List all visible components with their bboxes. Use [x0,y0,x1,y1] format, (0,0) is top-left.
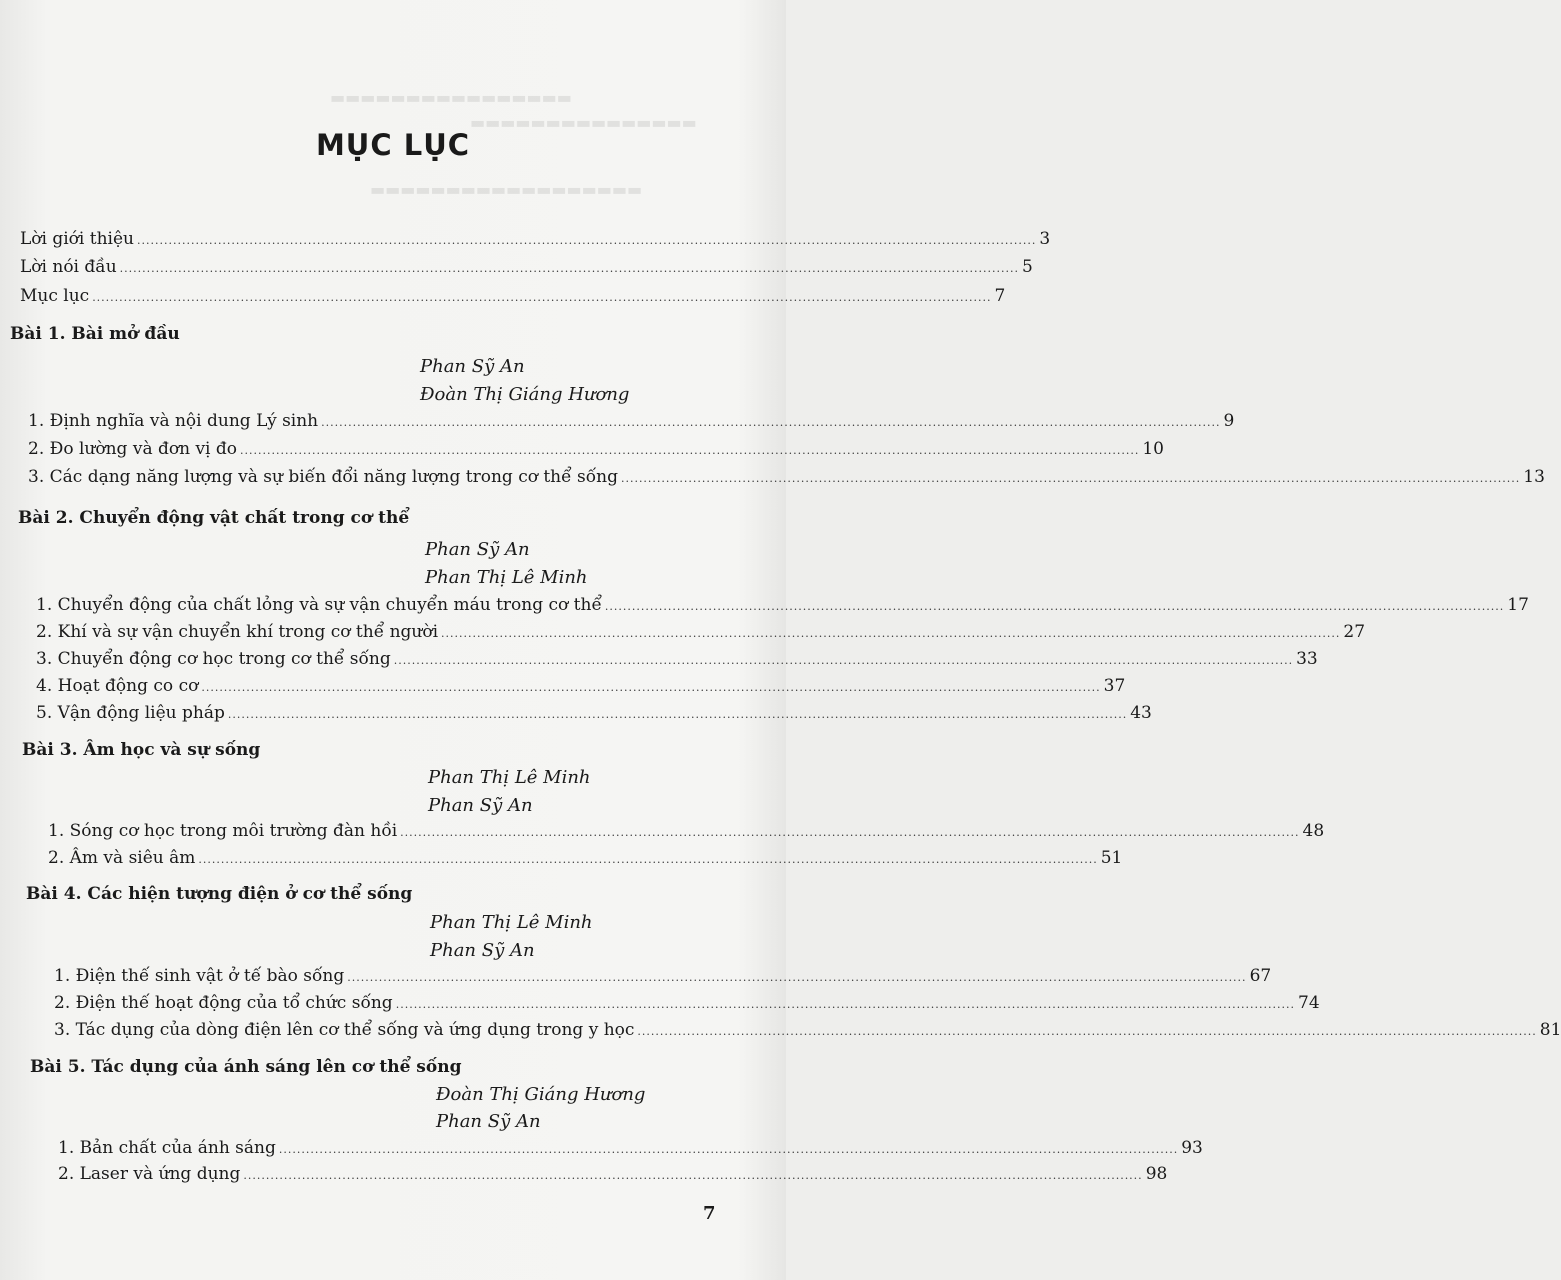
toc-entry[interactable] [20,257,1033,277]
toc-entry-label: 1. Chuyển động của chất lỏng và sự vận chuyển máu trong cơ thể [36,595,602,615]
toc-entry-page: 48 [1302,821,1325,841]
toc-entry-label: 2. Âm và siêu âm [48,848,196,868]
leader-dots: ........................................................................................................................................................................................................ [198,853,1098,866]
toc-entry-label: 3. Chuyển động cơ học trong cơ thể sống [36,649,391,669]
toc-entry-page: 37 [1103,676,1126,696]
chapter-author: Phan Sỹ An [428,795,533,816]
leader-dots: ........................................................................................................................................................................................................ [347,971,1247,984]
leader-dots: ........................................................................................................................................................................................................ [278,1143,1179,1156]
toc-entry-page: 33 [1296,649,1318,669]
bleed-through: ▬▬▬▬▬▬▬▬▬▬▬▬▬▬▬ [470,113,697,132]
page-title: MỤC LỤC [315,128,471,162]
chapter-heading: Bài 4. Các hiện tượng điện ở cơ thể sống [26,884,413,904]
leader-dots: ........................................................................................................................................................................................................ [637,1025,1537,1038]
toc-entry[interactable] [54,966,1272,986]
toc-entry-page: 9 [1223,411,1235,431]
toc-entry-label: 2. Laser và ứng dụng [58,1164,241,1184]
chapter-heading: Bài 2. Chuyển động vật chất trong cơ thể [18,508,410,528]
chapter-author: Phan Sỹ An [430,940,535,961]
toc-entry-page: 98 [1145,1164,1168,1184]
toc-entry-label: 2. Đo lường và đơn vị đo [28,439,238,459]
toc-entry[interactable] [48,848,1123,868]
toc-entry-page: 51 [1100,848,1123,868]
toc-entry-page: 13 [1523,467,1545,487]
toc-entry-label: 1. Định nghĩa và nội dung Lý sinh [28,411,319,431]
toc-entry-label: 1. Sóng cơ học trong môi trường đàn hồi [48,821,398,841]
toc-entry[interactable] [36,676,1126,696]
leader-dots: ........................................................................................................................................................................................................ [137,234,1037,247]
leader-dots: ........................................................................................................................................................................................................ [393,654,1294,667]
toc-entry[interactable] [20,229,1051,249]
chapter-author: Phan Sỹ An [425,539,530,560]
toc-entry-label: 1. Bản chất của ánh sáng [58,1138,276,1158]
toc-entry-label: 3. Các dạng năng lượng và sự biến đổi năng lượng trong cơ thể sống [28,467,618,487]
toc-entry-page: 5 [1021,257,1033,277]
toc-entry-label: 5. Vận động liệu pháp [36,703,225,723]
leader-dots: ........................................................................................................................................................................................................ [604,600,1505,613]
chapter-author: Phan Thị Lê Minh [425,567,588,588]
chapter-heading: Bài 1. Bài mở đầu [10,324,180,344]
leader-dots: ........................................................................................................................................................................................................ [620,472,1521,485]
toc-entry[interactable] [48,821,1325,841]
chapter-heading: Bài 3. Âm học và sự sống [22,740,261,760]
leader-dots: ........................................................................................................................................................................................................ [119,262,1019,275]
toc-entry-label: 4. Hoạt động co cơ [36,676,199,696]
toc-entry[interactable] [58,1164,1168,1184]
toc-entry-label: 2. Điện thế hoạt động của tổ chức sống [54,993,393,1013]
leader-dots: ........................................................................................................................................................................................................ [227,708,1128,721]
leader-dots: ........................................................................................................................................................................................................ [92,291,992,304]
leader-dots: ........................................................................................................................................................................................................ [395,998,1296,1011]
toc-entry[interactable] [36,649,1318,669]
toc-entry-page: 17 [1507,595,1529,615]
leader-dots: ........................................................................................................................................................................................................ [240,444,1140,457]
bleed-through: ▬▬▬▬▬▬▬▬▬▬▬▬▬▬▬▬▬▬ [370,180,643,199]
toc-entry[interactable] [54,1020,1561,1040]
chapter-author: Phan Thị Lê Minh [428,767,591,788]
toc-entry-label: 3. Tác dụng của dòng điện lên cơ thể sống và ứng dụng trong y học [54,1020,635,1040]
toc-entry-page: 3 [1039,229,1051,249]
toc-entry-page: 74 [1298,993,1320,1013]
toc-entry-page: 67 [1249,966,1272,986]
page-number: 7 [703,1203,716,1224]
toc-entry[interactable] [36,703,1152,723]
chapter-author: Đoàn Thị Giáng Hương [420,384,630,405]
toc-entry-label: Lời nói đầu [20,257,117,277]
leader-dots: ........................................................................................................................................................................................................ [441,627,1341,640]
leader-dots: ........................................................................................................................................................................................................ [201,681,1101,694]
toc-entry-label: Mục lục [20,286,90,306]
leader-dots: ........................................................................................................................................................................................................ [243,1169,1143,1182]
toc-entry-page: 43 [1130,703,1152,723]
toc-entry-label: Lời giới thiệu [20,229,134,249]
toc-entry[interactable] [28,467,1545,487]
toc-entry-page: 7 [994,286,1006,306]
leader-dots: ........................................................................................................................................................................................................ [400,826,1300,839]
chapter-author: Phan Sỹ An [436,1111,541,1132]
toc-entry[interactable] [36,622,1366,642]
bleed-through: ▬▬▬▬▬▬▬▬▬▬▬▬▬▬▬▬ [330,88,572,107]
toc-entry[interactable] [20,286,1006,306]
toc-entry[interactable] [54,993,1320,1013]
toc-entry[interactable] [28,439,1164,459]
toc-entry-label: 1. Điện thế sinh vật ở tế bào sống [54,966,345,986]
toc-entry-page: 27 [1343,622,1366,642]
chapter-author: Phan Sỹ An [420,356,525,377]
toc-entry-label: 2. Khí và sự vận chuyển khí trong cơ thể người [36,622,439,642]
leader-dots: ........................................................................................................................................................................................................ [321,416,1221,429]
toc-entry[interactable] [28,411,1235,431]
toc-entry-page: 10 [1142,439,1164,459]
toc-entry-page: 81 [1539,1020,1561,1040]
chapter-author: Phan Thị Lê Minh [430,912,593,933]
toc-entry-page: 93 [1181,1138,1203,1158]
toc-entry[interactable] [36,595,1529,615]
chapter-author: Đoàn Thị Giáng Hương [436,1084,646,1105]
toc-entry[interactable] [58,1138,1203,1158]
chapter-heading: Bài 5. Tác dụng của ánh sáng lên cơ thể sống [30,1057,462,1077]
